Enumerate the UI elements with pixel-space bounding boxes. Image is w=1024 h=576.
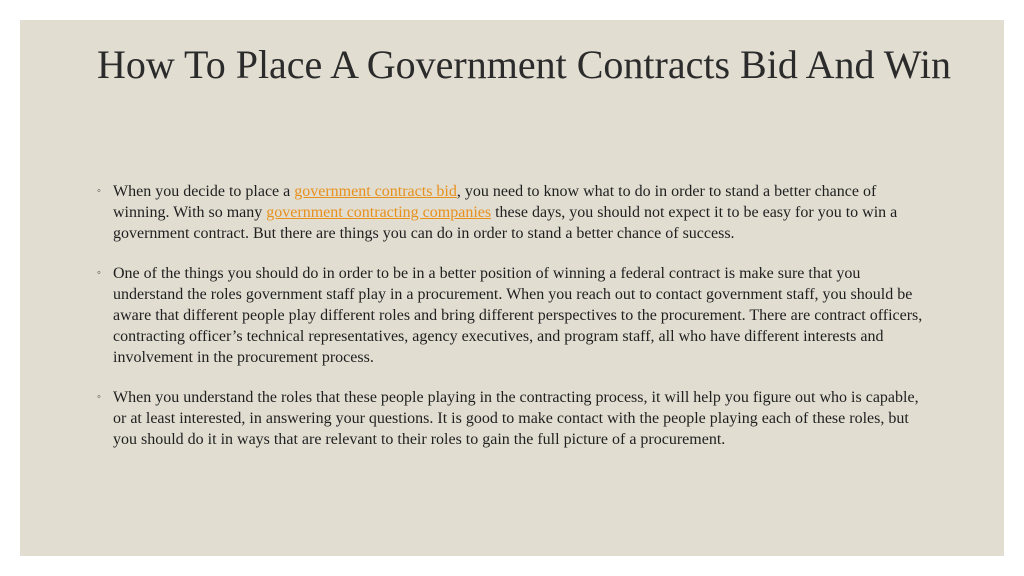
bullet-text: , you need to know what to do in order to stand a better chance of winning. With so many bbox=[113, 183, 877, 221]
bullet-item bbox=[97, 387, 933, 450]
government-contracts-bid-link[interactable]: government contracts bid bbox=[294, 183, 457, 200]
bullet-text: When you understand the roles that these people playing in the contracting process, it will help you figure out who is capable, or at least interested, in answering your questions. It is good to make contact with the people playing each of these roles, but you should do it in ways that are relevant to their roles to gain the full picture of a procurement. bbox=[113, 389, 919, 448]
bullet-list bbox=[97, 181, 933, 469]
government-contracting-companies-link[interactable]: government contracting companies bbox=[266, 204, 492, 221]
bullet-circle-icon: ◦ bbox=[97, 267, 101, 279]
bullet-circle-icon: ◦ bbox=[97, 185, 101, 197]
slide bbox=[20, 20, 1004, 556]
bullet-item bbox=[97, 181, 933, 244]
bullet-circle-icon: ◦ bbox=[97, 391, 101, 403]
bullet-text: When you decide to place a bbox=[113, 183, 295, 200]
slide-title: How To Place A Government Contracts Bid And Win bbox=[97, 42, 952, 87]
bullet-item bbox=[97, 263, 933, 368]
bullet-text: One of the things you should do in order to be in a better position of winning a federal contract is make sure that you understand the roles government staff play in a procurement. When you reach out to contact government staff, you should be aware that different people play different roles and bring different perspectives to the procurement. There are contract officers, contracting officer’s technical representatives, agency executives, and program staff, all who have different interests and involvement in the procurement process. bbox=[113, 265, 923, 366]
bullet-text: these days, you should not expect it to be easy for you to win a government contract. But there are things you can do in order to stand a better chance of success. bbox=[113, 204, 898, 242]
